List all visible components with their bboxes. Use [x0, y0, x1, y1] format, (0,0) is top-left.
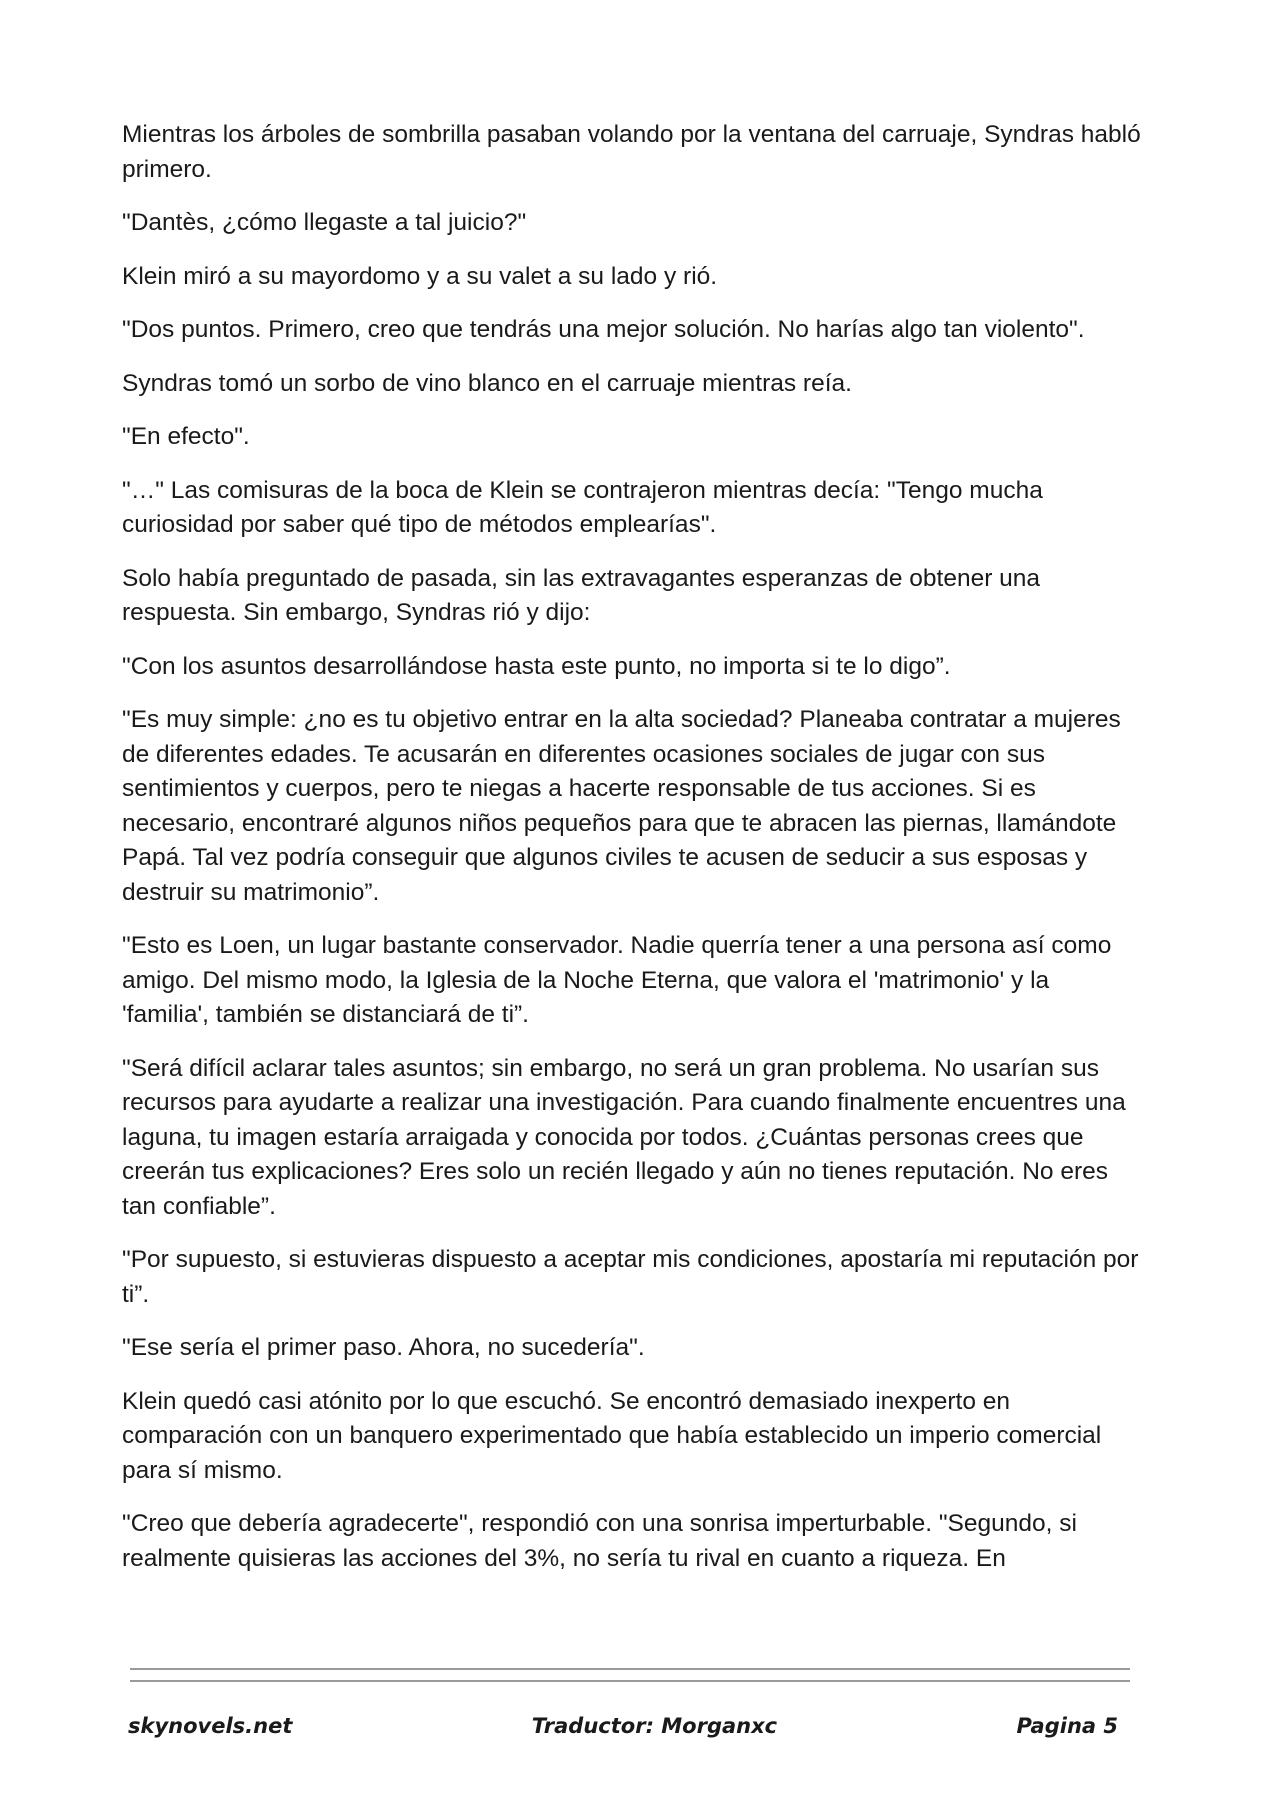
paragraph: "Esto es Loen, un lugar bastante conservador. Nadie querría tener a una persona así como amigo. Del mismo modo, la Iglesia de la Noche Eterna, que valora el 'matrimonio' y la 'familia', también se distanciará de ti”. [122, 932, 1112, 1028]
footer-divider [130, 1668, 1130, 1682]
paragraph: "Es muy simple: ¿no es tu objetivo entrar en la alta sociedad? Planeaba contratar a mujeres de diferentes edades. Te acusarán en diferentes ocasiones sociales de jugar con sus sentimientos y cuerpos, pero te niegas a hacerte responsable de tus acciones. Si es necesario, encontraré algunos niños pequeños para que te abracen las piernas, llamándote Papá. Tal vez podría conseguir que algunos civiles te acusen de seducir a sus esposas y destruir su matrimonio”. [122, 706, 1121, 906]
paragraph: Mientras los árboles de sombrilla pasaban volando por la ventana del carruaje, Syndras habló primero. [122, 121, 1141, 183]
paragraph: Klein miró a su mayordomo y a su valet a su lado y rió. [122, 262, 718, 290]
paragraph: "Dantès, ¿cómo llegaste a tal juicio?" [122, 209, 527, 236]
paragraph: "En efecto". [122, 423, 250, 450]
footer-rule-top [130, 1668, 1130, 1670]
paragraph: "Por supuesto, si estuvieras dispuesto a aceptar mis condiciones, apostaría mi reputación por ti”. [122, 1246, 1139, 1308]
paragraph: "Será difícil aclarar tales asuntos; sin embargo, no será un gran problema. No usarían sus recursos para ayudarte a realizar una investigación. Para cuando finalmente encuentres una laguna, tu imagen estaría arraigada y conocida por todos. ¿Cuántas personas crees que creerán tus explicaciones? Eres solo un recién llegado y aún no tienes reputación. No eres tan confiable”. [122, 1054, 1126, 1220]
paragraph: "…" Las comisuras de la boca de Klein se contrajeron mientras decía: "Tengo mucha curiosidad por saber qué tipo de métodos emplearías". [122, 476, 1043, 538]
paragraph: Solo había preguntado de pasada, sin las extravagantes esperanzas de obtener una respuesta. Sin embargo, Syndras rió y dijo: [122, 564, 1041, 626]
paragraph: "Ese sería el primer paso. Ahora, no sucedería". [122, 1334, 645, 1361]
footer-translator: Traductor: Morganxc [531, 1714, 778, 1738]
page-footer [128, 1714, 1118, 1738]
footer-page-number: Pagina 5 [1016, 1714, 1118, 1738]
footer-site: skynovels.net [128, 1714, 293, 1738]
paragraph: "Dos puntos. Primero, creo que tendrás una mejor solución. No harías algo tan violento". [122, 316, 1085, 343]
paragraph: Syndras tomó un sorbo de vino blanco en el carruaje mientras reía. [122, 369, 852, 397]
paragraph: "Creo que debería agradecerte", respondió con una sonrisa imperturbable. "Segundo, si realmente quisieras las acciones del 3%, no sería tu rival en cuanto a riqueza. En [122, 1510, 1077, 1572]
paragraph: "Con los asuntos desarrollándose hasta este punto, no importa si te lo digo”. [122, 652, 951, 680]
paragraph: Klein quedó casi atónito por lo que escuchó. Se encontró demasiado inexperto en comparación con un banquero experimentado que había establecido un imperio comercial para sí mismo. [122, 1387, 1102, 1484]
footer-rule-bottom [130, 1680, 1130, 1682]
document-body [122, 118, 1142, 1595]
